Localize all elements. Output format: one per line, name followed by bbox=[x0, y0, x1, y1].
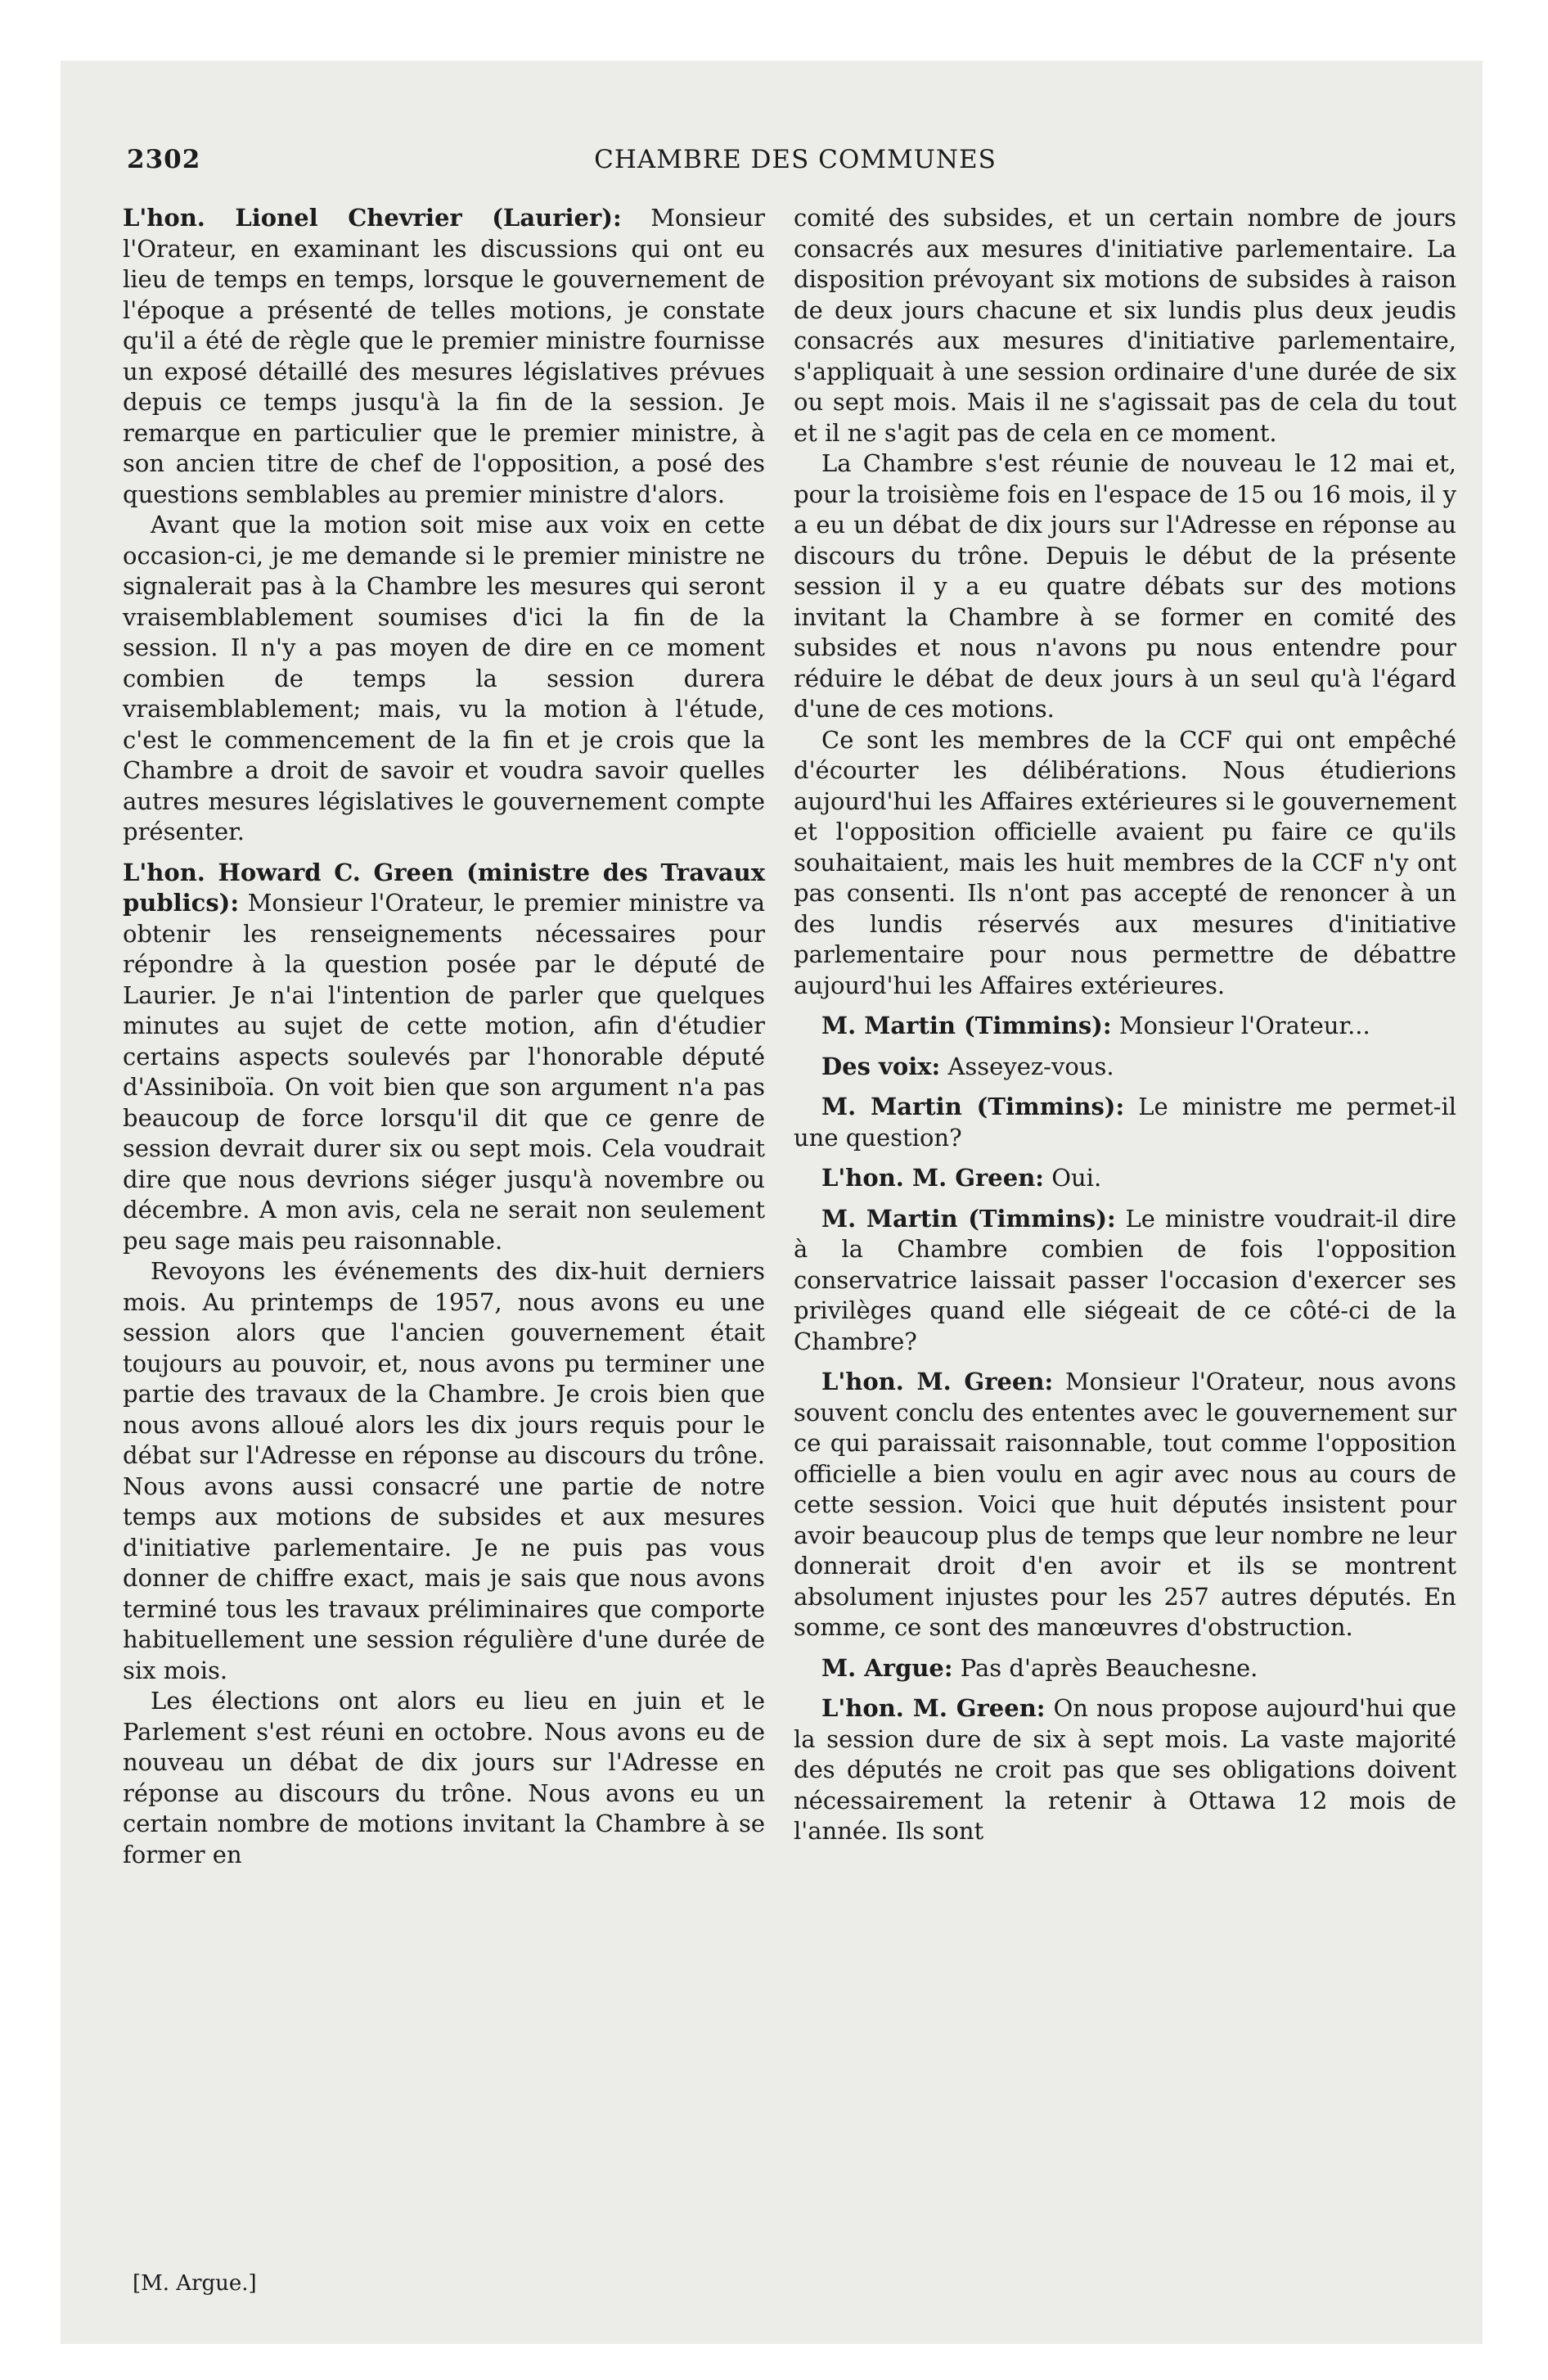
speech-text: On nous propose aujourd'hui que la session dure de six à sept mois. La vaste majorité des députés ne croit pas que ses obligations doivent nécessairement la retenir à Ottawa 12 mois de l'année. Ils sont bbox=[794, 1694, 1456, 1845]
paragraph bbox=[123, 203, 765, 510]
speech-text: La Chambre s'est réunie de nouveau le 12 mai et, pour la troisième fois en l'espace de 15 ou 16 mois, il y a eu un débat de dix jours sur l'Adresse en réponse au discours du trône. Depuis le début de la présente session il y a eu quatre débats sur des motions invitant la Chambre à se former en comité des subsides et nous n'avons pu nous entendre pour réduire le débat de deux jours à un seul qu'à l'égard d'une de ces motions. bbox=[794, 449, 1456, 723]
speaker-name: M. Martin (Timmins): bbox=[821, 1204, 1116, 1233]
speech-text: comité des subsides, et un certain nombre de jours consacrés aux mesures d'initiative parlementaire. La disposition prévoyant six motions de subsides à raison de deux jours chacune et six lundis plus deux jeudis consacrés aux mesures d'initiative parlementaire, s'appliquait à une session ordinaire d'une durée de six ou sept mois. Mais il ne s'agissait pas de cela du tout et il ne s'agit pas de cela en ce moment. bbox=[794, 204, 1456, 447]
speech-text: Asseyez-vous. bbox=[940, 1052, 1114, 1080]
footer-note: [M. Argue.] bbox=[133, 2271, 257, 2296]
paragraph bbox=[794, 1204, 1456, 1358]
paragraph bbox=[794, 1092, 1456, 1153]
speech-text: Revoyons les événements des dix-huit derniers mois. Au printemps de 1957, nous avons eu une session alors que l'ancien gouvernement était toujours au pouvoir, et, nous avons pu terminer une partie des travaux de la Chambre. Je crois bien que nous avons alloué alors les dix jours requis pour le débat sur l'Adresse en réponse au discours du trône. Nous avons aussi consacré une partie de notre temps aux motions de subsides et aux mesures d'initiative parlementaire. Je ne puis pas vous donner de chiffre exact, mais je sais que nous avons terminé tous les travaux préliminaires que comporte habituellement une session régulière d'une durée de six mois. bbox=[123, 1257, 765, 1684]
speaker-name: L'hon. Lionel Chevrier (Laurier): bbox=[123, 204, 622, 232]
speaker-name: L'hon. M. Green: bbox=[821, 1694, 1046, 1722]
paragraph bbox=[794, 1653, 1456, 1684]
speech-text: Les élections ont alors eu lieu en juin et le Parlement s'est réuni en octobre. Nous avons eu de nouveau un débat de dix jours sur l'Adresse en réponse au discours du trône. Nous avons eu un certain nombre de motions invitant la Chambre à se former en bbox=[123, 1687, 765, 1868]
paragraph bbox=[794, 725, 1456, 1002]
speech-text: Le ministre voudrait-il dire à la Chambre combien de fois l'opposition conservatrice laissait passer l'occasion d'exercer ses privilèges quand elle siégeait de ce côté-ci de la Chambre? bbox=[794, 1204, 1456, 1355]
speech-text: Monsieur l'Orateur... bbox=[1111, 1012, 1370, 1039]
speech-text: Monsieur l'Orateur, le premier ministre va obtenir les renseignements nécessaires pour répondre à la question posée par le député de Laurier. Je n'ai l'intention de parler que quelques minutes au sujet de cette motion, afin d'étudier certains aspects soulevés par l'honorable député d'Assiniboïa. On voit bien que son argument n'a pas beaucoup de force lorsqu'il dit que ce genre de session devrait durer six ou sept mois. Cela voudrait dire que nous devrions siéger jusqu'à novembre ou décembre. A mon avis, cela ne serait non seulement peu sage mais peu raisonnable. bbox=[123, 889, 765, 1255]
paragraph bbox=[794, 1367, 1456, 1643]
speaker-name: M. Martin (Timmins): bbox=[821, 1093, 1125, 1120]
paragraph bbox=[794, 1693, 1456, 1847]
speech-text: Pas d'après Beauchesne. bbox=[952, 1653, 1258, 1682]
paragraph bbox=[794, 1163, 1456, 1194]
page-number: 2302 bbox=[127, 145, 201, 174]
speech-text: Avant que la motion soit mise aux voix en cette occasion-ci, je me demande si le premier ministre ne signalerait pas à la Chambre les mesures qui seront vraisemblablement soumises d'ici la fin de la session. Il n'y a pas moyen de dire en ce moment combien de temps la session durera vraisemblablement; mais, vu la motion à l'étude, c'est le commencement de la fin et je crois que la Chambre a droit de savoir et voudra savoir quelles autres mesures législatives le gouvernement compte présenter. bbox=[123, 511, 765, 845]
speaker-name: L'hon. M. Green: bbox=[821, 1368, 1054, 1395]
speaker-name: L'hon. Howard C. Green (ministre des Travaux publics): bbox=[123, 858, 765, 917]
page-header bbox=[127, 142, 1464, 178]
journal-title: CHAMBRE DES COMMUNES bbox=[594, 145, 997, 174]
speech-text: Monsieur l'Orateur, nous avons souvent conclu des ententes avec le gouvernement sur ce qui paraissait raisonnable, tout comme l'opposition officielle a bien voulu en agir avec nous au cours de cette session. Voici que huit députés insistent pour avoir beaucoup plus de temps que leur nombre ne leur donnerait droit d'en avoir et ils se montrent absolument injustes pour les 257 autres députés. En somme, ce sont des manœuvres d'obstruction. bbox=[794, 1368, 1456, 1641]
paragraph bbox=[123, 1256, 765, 1686]
speaker-name: Des voix: bbox=[821, 1052, 941, 1080]
speaker-name: M. Martin (Timmins): bbox=[821, 1012, 1112, 1039]
paragraph bbox=[123, 858, 765, 1257]
speaker-name: L'hon. M. Green: bbox=[821, 1164, 1045, 1192]
speech-text: Monsieur l'Orateur, en examinant les discussions qui ont eu lieu de temps en temps, lorsque le gouvernement de l'époque a présenté de telles motions, je constate qu'il a été de règle que le premier ministre fournisse un exposé détaillé des mesures législatives prévues depuis ce temps jusqu'à la fin de la session. Je remarque en particulier que le premier ministre, à son ancien titre de chef de l'opposition, a posé des questions semblables au premier ministre d'alors. bbox=[123, 204, 765, 508]
speech-text: Ce sont les membres de la CCF qui ont empêché d'écourter les délibérations. Nous étudierions aujourd'hui les Affaires extérieures si le gouvernement et l'opposition officielle avaient pu faire ce qu'ils souhaitaient, mais les huit membres de la CCF n'y ont pas consenti. Ils n'ont pas accepté de renoncer à un des lundis réservés aux mesures d'initiative parlementaire pour nous permettre de débattre aujourd'hui les Affaires extérieures. bbox=[794, 725, 1456, 999]
paragraph bbox=[123, 510, 765, 848]
paragraph bbox=[123, 1686, 765, 1870]
speech-text: Le ministre me permet-il une question? bbox=[794, 1093, 1456, 1152]
paragraph bbox=[794, 1011, 1456, 1042]
paragraph bbox=[794, 203, 1456, 449]
speaker-name: M. Argue: bbox=[821, 1653, 953, 1682]
paragraph bbox=[794, 449, 1456, 725]
left-column bbox=[123, 203, 765, 2102]
paragraph bbox=[794, 1052, 1456, 1083]
speech-text: Oui. bbox=[1044, 1164, 1102, 1192]
right-column bbox=[794, 203, 1456, 2102]
